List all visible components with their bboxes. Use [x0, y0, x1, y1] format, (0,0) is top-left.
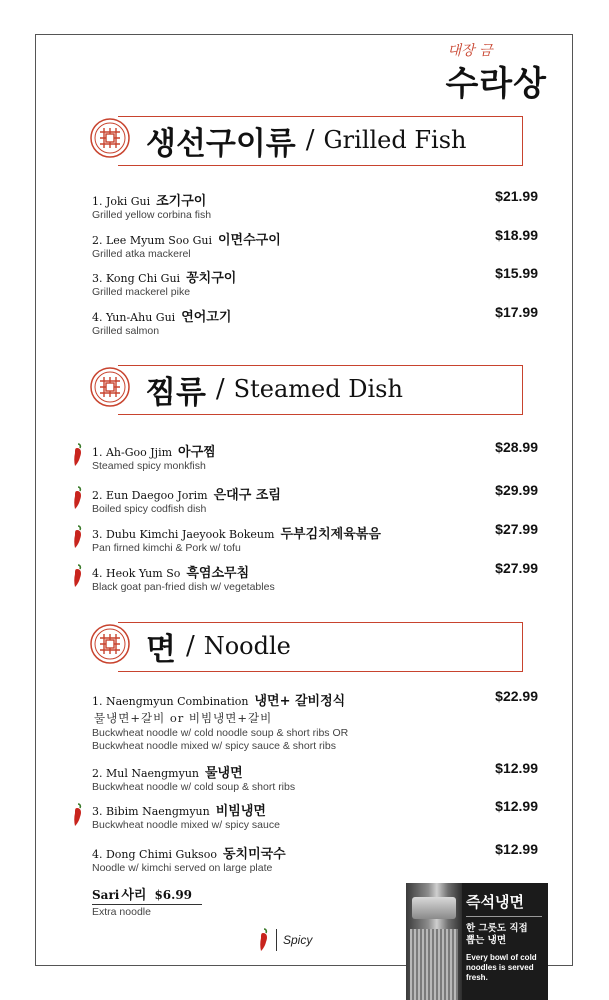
- item-name: 3. Bibim Naengmyun: [92, 805, 210, 818]
- item-description: Boiled spicy codfish dish: [92, 503, 207, 515]
- sari-name: Sari: [92, 888, 120, 902]
- section-title-ko: 생선구이류: [146, 125, 296, 162]
- item-price: $18.99: [495, 227, 538, 243]
- item-name-ko: 두부김치제육볶음: [280, 527, 381, 542]
- item-name: 4. Yun-Ahu Gui: [92, 311, 176, 324]
- ornament-icon: [90, 118, 130, 158]
- item-price: $12.99: [495, 841, 538, 857]
- section-title-ko: 면: [146, 631, 176, 668]
- item-price: $27.99: [495, 560, 538, 576]
- item-name: 1. Joki Gui: [92, 195, 151, 208]
- item-description: Buckwheat noodle mixed w/ spicy sauce: [92, 819, 280, 831]
- item-name-ko: 물냉면: [205, 766, 243, 781]
- item-name: 3. Kong Chi Gui: [92, 272, 181, 285]
- item-price: $27.99: [495, 521, 538, 537]
- item-name: 4. Heok Yum So: [92, 567, 181, 580]
- item-description: Noodle w/ kimchi served on large plate: [92, 862, 273, 874]
- item-name: 2. Eun Daegoo Jorim: [92, 489, 208, 502]
- section-header-noodle: [90, 622, 523, 672]
- noodle-machine-image: [406, 883, 462, 1000]
- section-title-en: Steamed Dish: [233, 375, 403, 403]
- item-name-ko: 동치미국수: [222, 847, 286, 862]
- menu-item: [92, 800, 538, 832]
- menu-item: [92, 523, 538, 555]
- item-description: Black goat pan-fried dish w/ vegetables: [92, 581, 275, 593]
- section-title-ko: 찜류: [146, 374, 206, 411]
- item-description: Grilled yellow corbina fish: [92, 209, 212, 221]
- item-price: $17.99: [495, 304, 538, 320]
- section-title-en: Grilled Fish: [323, 126, 467, 154]
- chili-pepper-icon: [72, 443, 84, 467]
- item-name-ko: 아구찜: [178, 445, 216, 460]
- item-name-ko: 흑염소무침: [186, 566, 250, 581]
- item-name-ko: 비빔냉면: [215, 804, 266, 819]
- legend-divider: [276, 929, 277, 951]
- item-name-ko: 이면수구이: [217, 233, 281, 248]
- item-price: $21.99: [495, 188, 538, 204]
- chili-pepper-icon: [72, 486, 84, 510]
- item-price: $28.99: [495, 439, 538, 455]
- menu-item: [92, 306, 538, 338]
- menu-item: [92, 690, 538, 753]
- section-title-slash: /: [305, 125, 315, 155]
- item-name-ko: 연어고기: [181, 310, 232, 325]
- item-description: Grilled salmon: [92, 325, 160, 337]
- item-price: $15.99: [495, 265, 538, 281]
- spicy-legend: [258, 928, 312, 952]
- brand-name: 수라상: [445, 64, 547, 104]
- section-title-slash: /: [215, 374, 225, 404]
- menu-item: [92, 267, 538, 299]
- menu-item: [92, 484, 538, 516]
- item-name-ko: 은대구 조림: [213, 488, 281, 503]
- item-description: Buckwheat noodle w/ cold noodle soup & short ribs OR: [92, 727, 349, 739]
- sari-description: Extra noodle: [92, 906, 151, 918]
- item-price: $12.99: [495, 760, 538, 776]
- promo-subtitle-line1: 한 그릇도 직접: [466, 923, 528, 934]
- menu-item: [92, 190, 538, 222]
- menu-item: [92, 229, 538, 261]
- menu-item: [92, 441, 538, 473]
- chili-pepper-icon: [258, 928, 270, 952]
- item-price: $29.99: [495, 482, 538, 498]
- legend-label: Spicy: [283, 933, 313, 947]
- item-name: 2. Lee Myum Soo Gui: [92, 234, 212, 247]
- item-name-ko: 조기구이: [156, 194, 207, 209]
- item-name-ko: 꽁치구이: [186, 271, 237, 286]
- item-name-ko: 냉면+ 갈비정식: [254, 694, 346, 709]
- section-header-grilled-fish: [90, 116, 523, 166]
- brand-subtitle: 대장 금: [447, 43, 493, 59]
- sari-extra: [92, 884, 202, 918]
- item-name: 3. Dubu Kimchi Jaeyook Bokeum: [92, 528, 275, 541]
- promo-english-line2: noodles is served: [466, 963, 534, 972]
- item-description: Buckwheat noodle w/ cold soup & short ribs: [92, 781, 296, 793]
- item-description: Steamed spicy monkfish: [92, 460, 206, 472]
- item-name: 4. Dong Chimi Guksoo: [92, 848, 217, 861]
- section-header-steamed-dish: [90, 365, 523, 415]
- chili-pepper-icon: [72, 564, 84, 588]
- menu-item: [92, 762, 538, 794]
- section-title-slash: /: [185, 631, 195, 661]
- ornament-icon: [90, 367, 130, 407]
- item-description-2: Buckwheat noodle mixed w/ spicy sauce & short ribs: [92, 740, 336, 752]
- chili-pepper-icon: [72, 525, 84, 549]
- menu-item: [92, 562, 538, 594]
- item-handwritten-note: 물냉면+갈비 or 비빔냉면+갈비: [94, 711, 273, 725]
- item-description: Grilled mackerel pike: [92, 286, 191, 298]
- ornament-icon: [90, 624, 130, 664]
- promo-title: 즉석냉면: [466, 891, 542, 917]
- item-description: Pan firned kimchi & Pork w/ tofu: [92, 542, 241, 554]
- item-price: $12.99: [495, 798, 538, 814]
- item-name: 1. Ah-Goo Jjim: [92, 446, 173, 459]
- promo-subtitle-line2: 뽑는 냉면: [466, 935, 507, 946]
- chili-pepper-icon: [72, 803, 84, 827]
- item-price: $22.99: [495, 688, 538, 704]
- item-name: 2. Mul Naengmyun: [92, 767, 199, 780]
- item-description: Grilled atka mackerel: [92, 248, 191, 260]
- item-name: 1. Naengmyun Combination: [92, 695, 249, 708]
- menu-item: [92, 843, 538, 875]
- sari-name-ko: 사리: [121, 888, 147, 903]
- brand-logo: [445, 40, 547, 105]
- promo-english-line1: Every bowl of cold: [466, 953, 537, 962]
- promo-box: [406, 883, 548, 1000]
- promo-english-line3: fresh.: [466, 973, 488, 982]
- sari-price: $6.99: [154, 888, 193, 902]
- section-title-en: Noodle: [203, 632, 291, 660]
